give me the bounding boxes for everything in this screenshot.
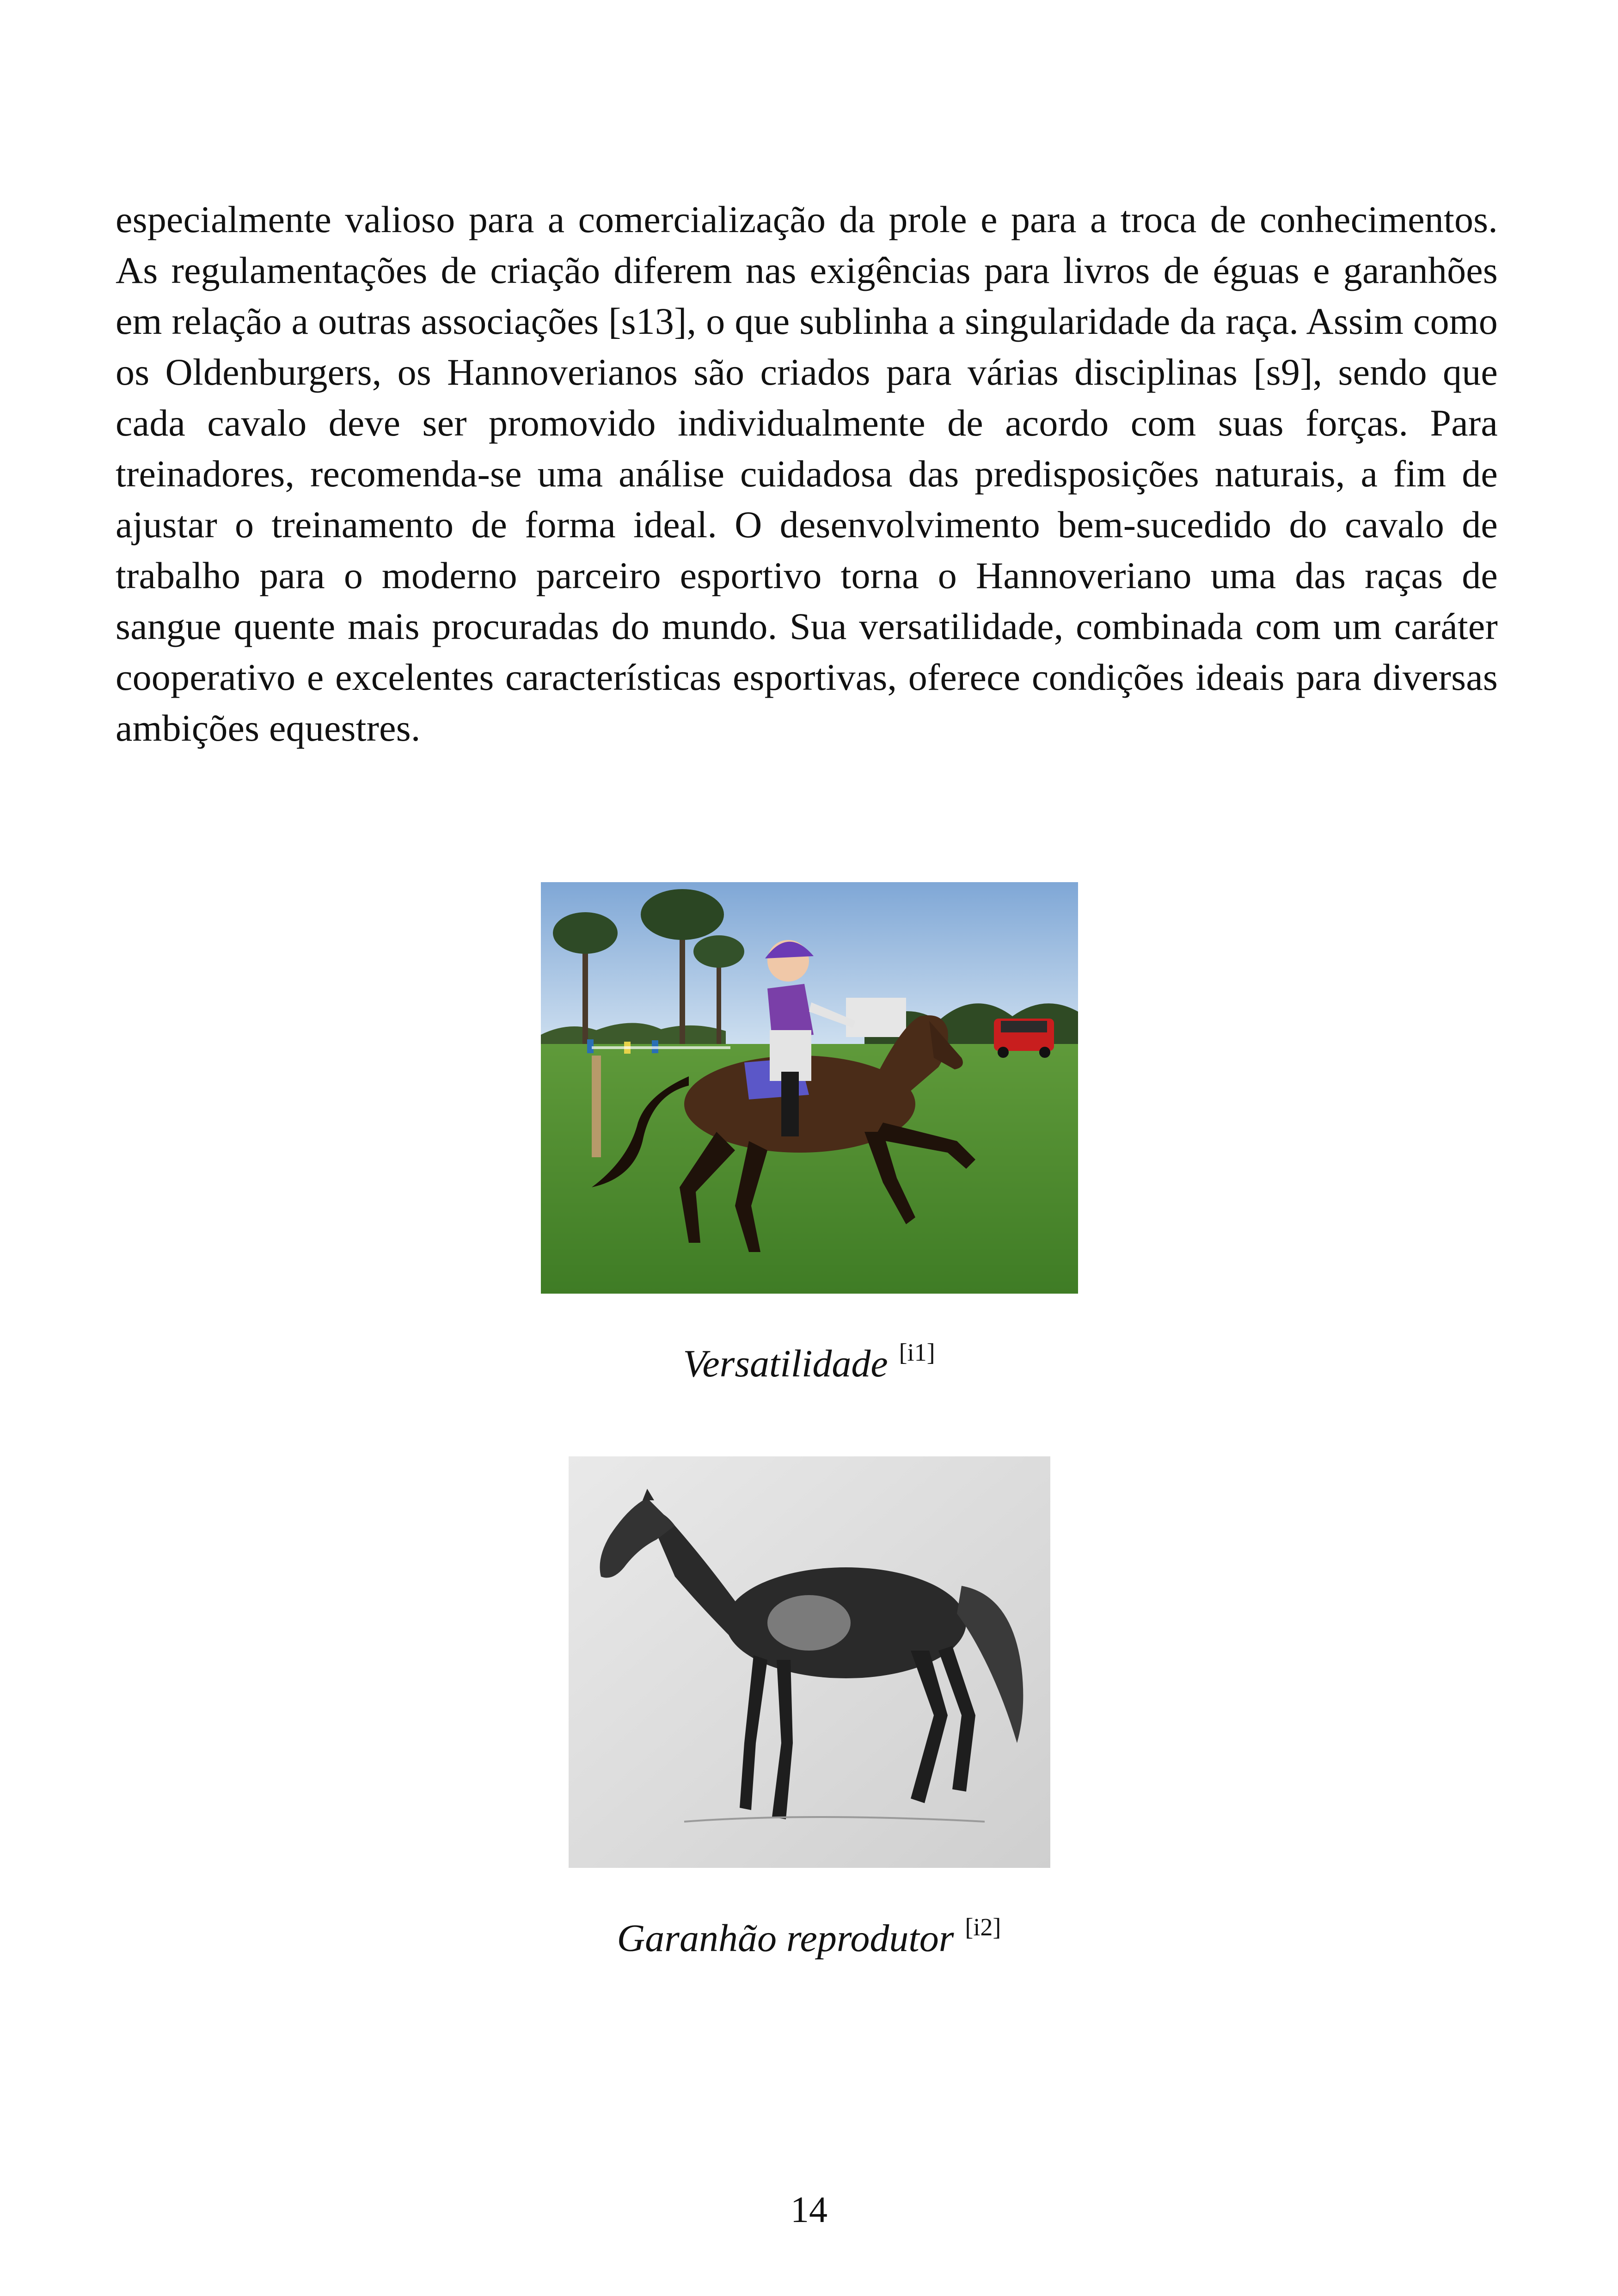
figure-stallion-image [569, 1456, 1050, 1868]
figure-versatility-photo [541, 882, 1078, 1294]
caption-reference: [i1] [899, 1338, 935, 1366]
stallion-illustration [569, 1456, 1050, 1868]
page-number: 14 [791, 2190, 827, 2230]
horse-rider-photo-illustration [541, 882, 1078, 1294]
caption-text: Garanhão reprodutor [617, 1917, 954, 1960]
figure-caption-versatility [0, 1338, 1618, 1387]
body-paragraph: especialmente valioso para a comercialização da prole e para a troca de conhecimentos. As regulamentações de criação diferem nas exigências para livros de éguas e garanhões em relação a outras associações [s13], o que sublinha a singularidade da raça. Assim como os Oldenburgers, os Hannoverianos são criados para várias disciplinas [s9], sendo que cada cavalo deve ser promovido individualmente de acordo com suas forças. Para treinadores, recomenda-se uma análise cuidadosa das predisposições naturais, a fim de ajustar o treinamento de forma ideal. O desenvolvimento bem-sucedido do cavalo de trabalho para o moderno parceiro esportivo torna o Hannoveriano uma das raças de sangue quente mais procuradas do mundo. Sua versatilidade, combinada com um caráter cooperativo e excelentes características esportivas, oferece condições ideais para diversas ambições equestres. [116, 198, 1498, 749]
figure-caption-stallion [0, 1915, 1618, 1962]
caption-text: Versatilidade [683, 1342, 888, 1385]
caption-reference: [i2] [965, 1913, 1001, 1941]
